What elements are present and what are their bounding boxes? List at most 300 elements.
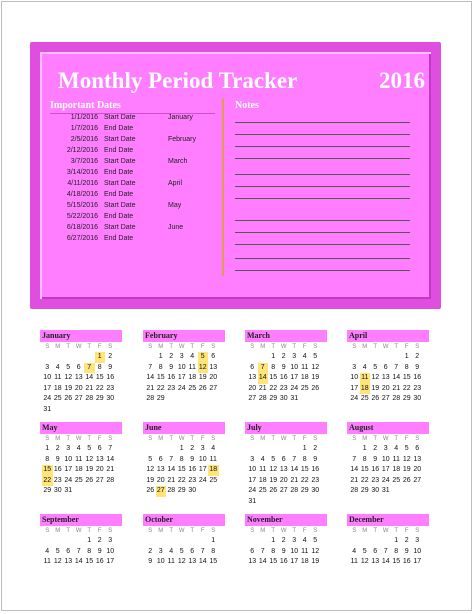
day-cell[interactable]: 9 — [313, 455, 318, 463]
day-cell[interactable]: 16 — [53, 466, 62, 473]
day-cell[interactable]: 27 — [413, 476, 422, 484]
day-cell[interactable]: 8 — [362, 455, 367, 463]
day-cell[interactable]: 28 — [392, 395, 401, 402]
day-cell[interactable]: 2 — [97, 537, 102, 544]
day-cell[interactable]: 26 — [85, 476, 94, 484]
day-cell[interactable]: 29 — [269, 395, 278, 402]
day-cell[interactable]: 14 — [106, 455, 115, 463]
day-cell[interactable]: 16 — [311, 466, 320, 473]
day-cell[interactable]: 23 — [311, 476, 320, 484]
day-cell[interactable]: 14 — [74, 558, 83, 565]
day-cell[interactable]: 9 — [373, 455, 378, 463]
day-cell[interactable]: 18 — [258, 476, 267, 484]
day-cell[interactable]: 22 — [269, 384, 278, 392]
day-cell[interactable]: 12 — [311, 547, 320, 555]
day-cell[interactable]: 18 — [300, 374, 309, 381]
day-cell[interactable]: 7 — [292, 455, 297, 463]
day-cell[interactable]: 5 — [179, 547, 184, 555]
day-cell[interactable]: 19 — [269, 476, 278, 484]
day-cell[interactable]: 10 — [381, 455, 390, 463]
day-cell[interactable]: 30 — [371, 487, 380, 494]
day-cell[interactable]: 10 — [43, 374, 52, 381]
day-cell[interactable]: 16 — [279, 558, 288, 565]
day-cell[interactable]: 29 — [156, 395, 165, 402]
day-cell[interactable]: 4 — [302, 353, 307, 360]
day-cell[interactable]: 3 — [200, 445, 205, 452]
day-cell[interactable]: 10 — [106, 547, 115, 555]
day-cell[interactable]: 17 — [248, 476, 257, 484]
day-cell[interactable]: 12 — [311, 363, 320, 371]
day-cell[interactable]: 18 — [208, 465, 219, 476]
day-cell[interactable]: 13 — [371, 558, 380, 565]
day-cell[interactable]: 20 — [279, 476, 288, 484]
day-cell[interactable]: 11 — [301, 547, 309, 555]
day-cell[interactable]: 13 — [381, 374, 390, 381]
day-cell[interactable]: 27 — [74, 395, 83, 402]
day-cell[interactable]: 22 — [42, 476, 53, 487]
day-cell[interactable]: 19 — [198, 374, 207, 381]
day-cell[interactable]: 15 — [300, 466, 309, 473]
day-cell[interactable]: 2 — [55, 445, 60, 452]
day-cell[interactable]: 4 — [260, 455, 265, 463]
day-cell[interactable]: 10 — [350, 374, 359, 381]
day-cell[interactable]: 8 — [404, 363, 409, 371]
day-cell[interactable]: 26 — [402, 476, 411, 484]
day-cell[interactable]: 22 — [300, 476, 309, 484]
day-cell[interactable]: 11 — [167, 558, 175, 565]
day-cell[interactable]: 10 — [64, 455, 73, 463]
day-cell[interactable]: 30 — [53, 487, 62, 494]
day-cell[interactable]: 7 — [148, 363, 153, 371]
day-cell[interactable]: 27 — [95, 476, 104, 484]
day-cell[interactable]: 21 — [167, 476, 176, 484]
day-cell[interactable]: 9 — [97, 547, 102, 555]
day-cell[interactable]: 28 — [85, 395, 94, 402]
day-cell[interactable]: 18 — [188, 374, 197, 381]
day-cell[interactable]: 25 — [300, 384, 309, 392]
day-cell[interactable]: 6 — [415, 445, 420, 452]
day-cell[interactable]: 2 — [373, 445, 378, 452]
day-cell[interactable]: 20 — [156, 476, 165, 484]
day-cell[interactable]: 25 — [360, 395, 369, 402]
day-cell[interactable]: 26 — [371, 395, 380, 402]
day-cell[interactable]: 24 — [177, 384, 186, 392]
day-cell[interactable]: 7 — [258, 363, 269, 374]
day-cell[interactable]: 31 — [64, 487, 73, 494]
day-cell[interactable]: 2 — [169, 353, 174, 360]
day-cell[interactable]: 9 — [190, 455, 195, 463]
day-cell[interactable]: 10 — [290, 363, 299, 371]
day-cell[interactable]: 14 — [350, 466, 359, 473]
day-cell[interactable]: 30 — [311, 487, 320, 494]
day-cell[interactable]: 20 — [95, 466, 104, 473]
day-cell[interactable]: 2 — [108, 353, 113, 360]
day-cell[interactable]: 7 — [383, 547, 388, 555]
day-cell[interactable]: 31 — [43, 405, 52, 413]
day-cell[interactable]: 6 — [211, 353, 216, 360]
day-cell[interactable]: 9 — [415, 363, 420, 371]
day-cell[interactable]: 30 — [413, 395, 422, 402]
day-cell[interactable]: 4 — [45, 547, 50, 555]
day-cell[interactable]: 3 — [352, 363, 357, 371]
day-cell[interactable]: 14 — [258, 558, 267, 565]
day-cell[interactable]: 2 — [148, 547, 153, 555]
day-cell[interactable]: 14 — [167, 466, 176, 473]
day-cell[interactable]: 23 — [279, 384, 288, 392]
day-cell[interactable]: 16 — [279, 374, 288, 381]
day-cell[interactable]: 20 — [209, 374, 218, 381]
day-cell[interactable]: 1 — [271, 353, 276, 360]
day-cell[interactable]: 6 — [76, 363, 81, 371]
day-cell[interactable]: 11 — [259, 466, 267, 473]
day-cell[interactable]: 13 — [188, 558, 197, 565]
day-cell[interactable]: 27 — [156, 486, 167, 497]
day-cell[interactable]: 11 — [188, 363, 196, 371]
day-cell[interactable]: 8 — [87, 547, 92, 555]
day-cell[interactable]: 16 — [167, 374, 176, 381]
day-cell[interactable]: 26 — [198, 384, 207, 392]
day-cell[interactable]: 18 — [300, 558, 309, 565]
day-cell[interactable]: 23 — [53, 476, 62, 484]
day-cell[interactable]: 10 — [290, 547, 299, 555]
day-cell[interactable]: 12 — [53, 558, 62, 565]
day-cell[interactable]: 28 — [146, 395, 155, 402]
day-cell[interactable]: 13 — [209, 363, 218, 371]
day-cell[interactable]: 8 — [394, 547, 399, 555]
day-cell[interactable]: 17 — [413, 558, 422, 565]
day-cell[interactable]: 27 — [248, 395, 257, 402]
day-cell[interactable]: 14 — [258, 373, 269, 384]
day-cell[interactable]: 18 — [360, 384, 371, 395]
day-cell[interactable]: 31 — [290, 395, 299, 402]
day-cell[interactable]: 2 — [404, 537, 409, 544]
day-cell[interactable]: 6 — [281, 455, 286, 463]
day-cell[interactable]: 7 — [76, 547, 81, 555]
day-cell[interactable]: 15 — [360, 466, 369, 473]
day-cell[interactable]: 5 — [373, 363, 378, 371]
day-cell[interactable]: 24 — [290, 384, 299, 392]
day-cell[interactable]: 5 — [55, 547, 60, 555]
day-cell[interactable]: 3 — [250, 455, 255, 463]
day-cell[interactable]: 20 — [74, 384, 83, 392]
day-cell[interactable]: 3 — [383, 445, 388, 452]
day-cell[interactable]: 19 — [64, 384, 73, 392]
day-cell[interactable]: 12 — [402, 455, 411, 463]
day-cell[interactable]: 28 — [258, 395, 267, 402]
day-cell[interactable]: 21 — [258, 384, 267, 392]
day-cell[interactable]: 9 — [169, 363, 174, 371]
day-cell[interactable]: 2 — [415, 353, 420, 360]
day-cell[interactable]: 1 — [211, 537, 216, 544]
day-cell[interactable]: 28 — [350, 487, 359, 494]
day-cell[interactable]: 30 — [106, 395, 115, 402]
day-cell[interactable]: 27 — [279, 487, 288, 494]
day-cell[interactable]: 12 — [198, 363, 209, 374]
day-cell[interactable]: 8 — [97, 363, 102, 371]
day-cell[interactable]: 21 — [392, 384, 401, 392]
day-cell[interactable]: 17 — [350, 384, 359, 392]
day-cell[interactable]: 11 — [54, 374, 62, 381]
day-cell[interactable]: 16 — [95, 558, 104, 565]
day-cell[interactable]: 7 — [108, 445, 113, 452]
day-cell[interactable]: 23 — [167, 384, 176, 392]
day-cell[interactable]: 6 — [250, 547, 255, 555]
day-cell[interactable]: 13 — [74, 374, 83, 381]
day-cell[interactable]: 28 — [167, 487, 176, 494]
day-cell[interactable]: 10 — [156, 558, 165, 565]
day-cell[interactable]: 29 — [95, 395, 104, 402]
day-cell[interactable]: 22 — [402, 384, 411, 392]
day-cell[interactable]: 1 — [302, 445, 307, 452]
day-cell[interactable]: 5 — [404, 445, 409, 452]
day-cell[interactable]: 3 — [108, 537, 113, 544]
day-cell[interactable]: 10 — [413, 547, 422, 555]
day-cell[interactable]: 8 — [211, 547, 216, 555]
day-cell[interactable]: 2 — [281, 537, 286, 544]
day-cell[interactable]: 13 — [95, 455, 104, 463]
day-cell[interactable]: 26 — [311, 384, 320, 392]
day-cell[interactable]: 12 — [371, 374, 380, 381]
day-cell[interactable]: 15 — [177, 466, 186, 473]
day-cell[interactable]: 5 — [313, 353, 318, 360]
day-cell[interactable]: 4 — [55, 363, 60, 371]
day-cell[interactable]: 29 — [43, 487, 52, 494]
day-cell[interactable]: 17 — [106, 558, 115, 565]
day-cell[interactable]: 14 — [381, 558, 390, 565]
day-cell[interactable]: 24 — [64, 476, 73, 484]
day-cell[interactable]: 23 — [188, 476, 197, 484]
day-cell[interactable]: 7 — [200, 547, 205, 555]
day-cell[interactable]: 6 — [250, 363, 255, 371]
day-cell[interactable]: 19 — [371, 384, 380, 392]
day-cell[interactable]: 4 — [169, 547, 174, 555]
day-cell[interactable]: 17 — [198, 466, 207, 473]
day-cell[interactable]: 1 — [404, 353, 409, 360]
day-cell[interactable]: 12 — [64, 374, 73, 381]
day-cell[interactable]: 15 — [269, 558, 278, 565]
day-cell[interactable]: 22 — [360, 476, 369, 484]
day-cell[interactable]: 20 — [248, 384, 257, 392]
day-cell[interactable]: 19 — [146, 476, 155, 484]
day-cell[interactable]: 14 — [392, 374, 401, 381]
day-cell[interactable]: 21 — [290, 476, 299, 484]
day-cell[interactable]: 1 — [95, 352, 106, 363]
day-cell[interactable]: 12 — [177, 558, 186, 565]
day-cell[interactable]: 10 — [248, 466, 257, 473]
day-cell[interactable]: 13 — [156, 466, 165, 473]
day-cell[interactable]: 23 — [106, 384, 115, 392]
day-cell[interactable]: 6 — [373, 547, 378, 555]
day-cell[interactable]: 2 — [190, 445, 195, 452]
day-cell[interactable]: 24 — [198, 476, 207, 484]
day-cell[interactable]: 25 — [392, 476, 401, 484]
day-cell[interactable]: 13 — [413, 455, 422, 463]
day-cell[interactable]: 8 — [271, 363, 276, 371]
day-cell[interactable]: 25 — [258, 487, 267, 494]
day-cell[interactable]: 19 — [311, 374, 320, 381]
day-cell[interactable]: 28 — [290, 487, 299, 494]
day-cell[interactable]: 8 — [179, 455, 184, 463]
day-cell[interactable]: 26 — [64, 395, 73, 402]
day-cell[interactable]: 12 — [360, 558, 369, 565]
day-cell[interactable]: 6 — [97, 445, 102, 452]
day-cell[interactable]: 24 — [350, 395, 359, 402]
day-cell[interactable]: 9 — [148, 558, 153, 565]
day-cell[interactable]: 16 — [402, 558, 411, 565]
day-cell[interactable]: 4 — [352, 547, 357, 555]
day-cell[interactable]: 29 — [300, 487, 309, 494]
day-cell[interactable]: 3 — [45, 363, 50, 371]
day-cell[interactable]: 6 — [66, 547, 71, 555]
day-cell[interactable]: 24 — [381, 476, 390, 484]
day-cell[interactable]: 4 — [211, 445, 216, 452]
day-cell[interactable]: 26 — [269, 487, 278, 494]
day-cell[interactable]: 4 — [394, 445, 399, 452]
day-cell[interactable]: 19 — [311, 558, 320, 565]
day-cell[interactable]: 29 — [402, 395, 411, 402]
day-cell[interactable]: 18 — [53, 384, 62, 392]
day-cell[interactable]: 3 — [158, 547, 163, 555]
day-cell[interactable]: 21 — [85, 384, 94, 392]
day-cell[interactable]: 1 — [158, 353, 163, 360]
day-cell[interactable]: 15 — [42, 465, 53, 476]
day-cell[interactable]: 4 — [76, 445, 81, 452]
day-cell[interactable]: 15 — [95, 374, 104, 381]
day-cell[interactable]: 28 — [106, 476, 115, 484]
day-cell[interactable]: 27 — [381, 395, 390, 402]
day-cell[interactable]: 11 — [209, 455, 217, 463]
day-cell[interactable]: 9 — [281, 547, 286, 555]
day-cell[interactable]: 27 — [209, 384, 218, 392]
day-cell[interactable]: 25 — [188, 384, 197, 392]
day-cell[interactable]: 9 — [281, 363, 286, 371]
day-cell[interactable]: 16 — [371, 466, 380, 473]
day-cell[interactable]: 2 — [281, 353, 286, 360]
day-cell[interactable]: 13 — [248, 374, 257, 381]
day-cell[interactable]: 20 — [413, 466, 422, 473]
day-cell[interactable]: 1 — [394, 537, 399, 544]
day-cell[interactable]: 11 — [75, 455, 83, 463]
day-cell[interactable]: 15 — [209, 558, 218, 565]
day-cell[interactable]: 17 — [381, 466, 390, 473]
day-cell[interactable]: 17 — [290, 374, 299, 381]
day-cell[interactable]: 21 — [106, 466, 115, 473]
day-cell[interactable]: 7 — [352, 455, 357, 463]
day-cell[interactable]: 23 — [413, 384, 422, 392]
day-cell[interactable]: 5 — [313, 537, 318, 544]
day-cell[interactable]: 1 — [271, 537, 276, 544]
day-cell[interactable]: 25 — [53, 395, 62, 402]
day-cell[interactable]: 22 — [95, 384, 104, 392]
day-cell[interactable]: 13 — [279, 466, 288, 473]
day-cell[interactable]: 15 — [156, 374, 165, 381]
day-cell[interactable]: 9 — [108, 363, 113, 371]
day-cell[interactable]: 8 — [45, 455, 50, 463]
day-cell[interactable]: 29 — [177, 487, 186, 494]
day-cell[interactable]: 3 — [179, 353, 184, 360]
day-cell[interactable]: 11 — [301, 363, 309, 371]
day-cell[interactable]: 22 — [177, 476, 186, 484]
day-cell[interactable]: 14 — [146, 374, 155, 381]
day-cell[interactable]: 3 — [292, 537, 297, 544]
day-cell[interactable]: 21 — [146, 384, 155, 392]
day-cell[interactable]: 6 — [383, 363, 388, 371]
day-cell[interactable]: 31 — [248, 497, 257, 505]
day-cell[interactable]: 3 — [66, 445, 71, 452]
day-cell[interactable]: 6 — [158, 455, 163, 463]
day-cell[interactable]: 4 — [362, 363, 367, 371]
day-cell[interactable]: 3 — [415, 537, 420, 544]
day-cell[interactable]: 1 — [179, 445, 184, 452]
day-cell[interactable]: 2 — [313, 445, 318, 452]
day-cell[interactable]: 13 — [248, 558, 257, 565]
day-cell[interactable]: 12 — [85, 455, 94, 463]
day-cell[interactable]: 29 — [360, 487, 369, 494]
day-cell[interactable]: 11 — [360, 373, 371, 384]
day-cell[interactable]: 30 — [279, 395, 288, 402]
day-cell[interactable]: 16 — [188, 466, 197, 473]
day-cell[interactable]: 17 — [64, 466, 73, 473]
day-cell[interactable]: 5 — [198, 352, 209, 363]
day-cell[interactable]: 10 — [177, 363, 186, 371]
day-cell[interactable]: 6 — [190, 547, 195, 555]
day-cell[interactable]: 24 — [248, 487, 257, 494]
day-cell[interactable]: 18 — [392, 466, 401, 473]
day-cell[interactable]: 26 — [146, 487, 155, 494]
day-cell[interactable]: 12 — [146, 466, 155, 473]
day-cell[interactable]: 11 — [392, 455, 400, 463]
day-cell[interactable]: 7 — [260, 547, 265, 555]
day-cell[interactable]: 15 — [392, 558, 401, 565]
day-cell[interactable]: 17 — [290, 558, 299, 565]
day-cell[interactable]: 3 — [292, 353, 297, 360]
day-cell[interactable]: 11 — [43, 558, 51, 565]
day-cell[interactable]: 15 — [269, 374, 278, 381]
day-cell[interactable]: 14 — [85, 374, 94, 381]
day-cell[interactable]: 11 — [350, 558, 358, 565]
day-cell[interactable]: 19 — [402, 466, 411, 473]
day-cell[interactable]: 10 — [198, 455, 207, 463]
day-cell[interactable]: 14 — [290, 466, 299, 473]
day-cell[interactable]: 23 — [371, 476, 380, 484]
day-cell[interactable]: 8 — [302, 455, 307, 463]
day-cell[interactable]: 12 — [269, 466, 278, 473]
day-cell[interactable]: 4 — [190, 353, 195, 360]
day-cell[interactable]: 5 — [271, 455, 276, 463]
day-cell[interactable]: 16 — [413, 374, 422, 381]
day-cell[interactable]: 1 — [362, 445, 367, 452]
day-cell[interactable]: 25 — [209, 476, 218, 484]
day-cell[interactable]: 16 — [106, 374, 115, 381]
day-cell[interactable]: 7 — [169, 455, 174, 463]
day-cell[interactable]: 9 — [55, 455, 60, 463]
day-cell[interactable]: 5 — [362, 547, 367, 555]
day-cell[interactable]: 8 — [158, 363, 163, 371]
day-cell[interactable]: 20 — [381, 384, 390, 392]
day-cell[interactable]: 25 — [74, 476, 83, 484]
day-cell[interactable]: 8 — [271, 547, 276, 555]
day-cell[interactable]: 30 — [188, 487, 197, 494]
day-cell[interactable]: 13 — [64, 558, 73, 565]
day-cell[interactable]: 15 — [85, 558, 94, 565]
day-cell[interactable]: 9 — [404, 547, 409, 555]
day-cell[interactable]: 5 — [87, 445, 92, 452]
day-cell[interactable]: 18 — [74, 466, 83, 473]
day-cell[interactable]: 17 — [43, 384, 52, 392]
day-cell[interactable]: 5 — [148, 455, 153, 463]
day-cell[interactable]: 17 — [177, 374, 186, 381]
day-cell[interactable]: 5 — [66, 363, 71, 371]
